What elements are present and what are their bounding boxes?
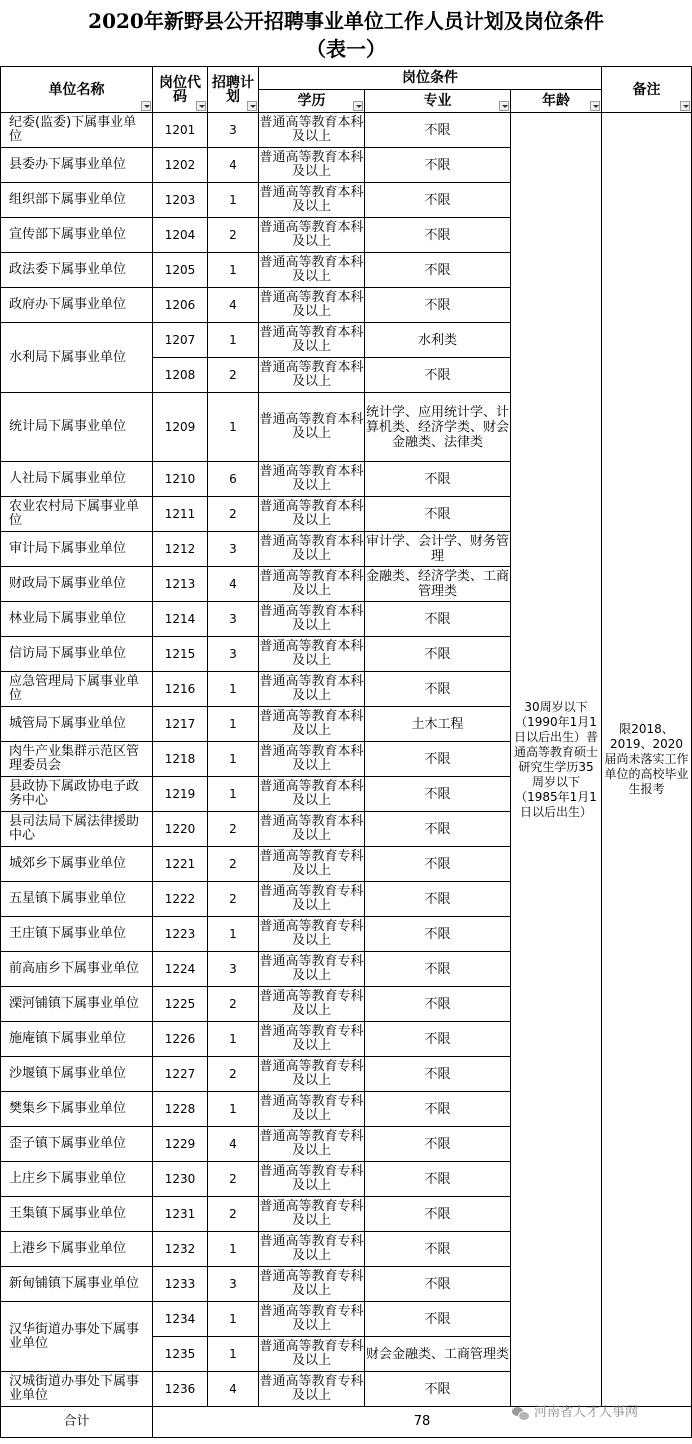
major-cell: 不限: [365, 952, 511, 987]
hiring-count-cell: 3: [208, 1267, 259, 1302]
education-cell: 普通高等教育本科及以上: [259, 672, 365, 707]
post-code-cell: 1207: [153, 323, 208, 358]
education-cell: 普通高等教育本科及以上: [259, 742, 365, 777]
post-code-cell: 1205: [153, 253, 208, 288]
education-cell: 普通高等教育本科及以上: [259, 707, 365, 742]
hiring-count-cell: 3: [208, 952, 259, 987]
header-unit: 单位名称: [1, 67, 153, 113]
header-code: 岗位代码: [153, 67, 208, 113]
post-code-cell: 1230: [153, 1162, 208, 1197]
unit-name-cell: 汉城街道办事处下属事业单位: [1, 1372, 153, 1407]
education-cell: 普通高等教育本科及以上: [259, 637, 365, 672]
title-line-1: 2020年新野县公开招聘事业单位工作人员计划及岗位条件: [88, 9, 604, 33]
unit-name-cell: 宣传部下属事业单位: [1, 218, 153, 253]
major-cell: 不限: [365, 113, 511, 148]
major-cell: 不限: [365, 497, 511, 532]
post-code-cell: 1213: [153, 567, 208, 602]
education-cell: 普通高等教育专科及以上: [259, 917, 365, 952]
major-cell: 不限: [365, 462, 511, 497]
unit-name-cell: 樊集乡下属事业单位: [1, 1092, 153, 1127]
hiring-count-cell: 1: [208, 742, 259, 777]
total-value: 78: [153, 1407, 692, 1438]
hiring-count-cell: 1: [208, 253, 259, 288]
unit-name-cell: 汉华街道办事处下属事业单位: [1, 1302, 153, 1372]
major-cell: 审计学、会计学、财务管理: [365, 532, 511, 567]
unit-name-cell: 城管局下属事业单位: [1, 707, 153, 742]
major-cell: 不限: [365, 777, 511, 812]
post-code-cell: 1221: [153, 847, 208, 882]
age-requirement-cell: 30周岁以下（1990年1月1日以后出生）普通高等教育硕士研究生学历35周岁以下（1985年1月1日以后出生）: [511, 113, 602, 1407]
major-cell: 不限: [365, 1162, 511, 1197]
post-code-cell: 1208: [153, 358, 208, 393]
education-cell: 普通高等教育本科及以上: [259, 532, 365, 567]
unit-name-cell: 组织部下属事业单位: [1, 183, 153, 218]
hiring-count-cell: 1: [208, 777, 259, 812]
unit-name-cell: 歪子镇下属事业单位: [1, 1127, 153, 1162]
education-cell: 普通高等教育本科及以上: [259, 148, 365, 183]
major-cell: 不限: [365, 917, 511, 952]
unit-name-cell: 信访局下属事业单位: [1, 637, 153, 672]
education-cell: 普通高等教育专科及以上: [259, 1232, 365, 1267]
post-code-cell: 1235: [153, 1337, 208, 1372]
major-cell: 不限: [365, 148, 511, 183]
unit-name-cell: 政府办下属事业单位: [1, 288, 153, 323]
post-code-cell: 1204: [153, 218, 208, 253]
major-cell: 不限: [365, 637, 511, 672]
education-cell: 普通高等教育本科及以上: [259, 602, 365, 637]
education-cell: 普通高等教育专科及以上: [259, 987, 365, 1022]
major-cell: 不限: [365, 218, 511, 253]
unit-name-cell: 纪委(监委)下属事业单位: [1, 113, 153, 148]
education-cell: 普通高等教育专科及以上: [259, 952, 365, 987]
hiring-count-cell: 3: [208, 637, 259, 672]
post-code-cell: 1228: [153, 1092, 208, 1127]
hiring-count-cell: 2: [208, 497, 259, 532]
header-note: 备注: [602, 67, 692, 113]
header-conditions: 岗位条件: [259, 67, 602, 90]
hiring-count-cell: 4: [208, 1127, 259, 1162]
major-cell: 金融类、经济学类、工商管理类: [365, 567, 511, 602]
education-cell: 普通高等教育本科及以上: [259, 462, 365, 497]
hiring-count-cell: 4: [208, 148, 259, 183]
education-cell: 普通高等教育本科及以上: [259, 253, 365, 288]
post-code-cell: 1206: [153, 288, 208, 323]
major-cell: 不限: [365, 847, 511, 882]
post-code-cell: 1210: [153, 462, 208, 497]
major-cell: 不限: [365, 1267, 511, 1302]
education-cell: 普通高等教育专科及以上: [259, 1337, 365, 1372]
major-cell: 不限: [365, 1302, 511, 1337]
unit-name-cell: 人社局下属事业单位: [1, 462, 153, 497]
hiring-count-cell: 1: [208, 917, 259, 952]
unit-name-cell: 水利局下属事业单位: [1, 323, 153, 393]
unit-name-cell: 上庄乡下属事业单位: [1, 1162, 153, 1197]
post-code-cell: 1234: [153, 1302, 208, 1337]
total-label: 合计: [1, 1407, 153, 1438]
unit-name-cell: 城郊乡下属事业单位: [1, 847, 153, 882]
hiring-count-cell: 4: [208, 1372, 259, 1407]
major-cell: 不限: [365, 1232, 511, 1267]
major-cell: 不限: [365, 253, 511, 288]
unit-name-cell: 施庵镇下属事业单位: [1, 1022, 153, 1057]
post-code-cell: 1203: [153, 183, 208, 218]
title-line-2: （表一）: [306, 37, 386, 61]
hiring-count-cell: 3: [208, 113, 259, 148]
hiring-count-cell: 1: [208, 1337, 259, 1372]
hiring-count-cell: 1: [208, 672, 259, 707]
education-cell: 普通高等教育本科及以上: [259, 288, 365, 323]
education-cell: 普通高等教育专科及以上: [259, 1162, 365, 1197]
post-code-cell: 1222: [153, 882, 208, 917]
post-code-cell: 1227: [153, 1057, 208, 1092]
major-cell: 不限: [365, 288, 511, 323]
hiring-count-cell: 2: [208, 358, 259, 393]
hiring-count-cell: 1: [208, 707, 259, 742]
unit-name-cell: 王集镇下属事业单位: [1, 1197, 153, 1232]
post-code-cell: 1232: [153, 1232, 208, 1267]
unit-name-cell: 统计局下属事业单位: [1, 393, 153, 462]
post-code-cell: 1216: [153, 672, 208, 707]
major-cell: 不限: [365, 602, 511, 637]
hiring-count-cell: 2: [208, 812, 259, 847]
unit-name-cell: 林业局下属事业单位: [1, 602, 153, 637]
hiring-count-cell: 4: [208, 567, 259, 602]
unit-name-cell: 前高庙乡下属事业单位: [1, 952, 153, 987]
post-code-cell: 1225: [153, 987, 208, 1022]
major-cell: 统计学、应用统计学、计算机类、经济学类、财会金融类、法律类: [365, 393, 511, 462]
education-cell: 普通高等教育本科及以上: [259, 497, 365, 532]
post-code-cell: 1223: [153, 917, 208, 952]
unit-name-cell: 溧河铺镇下属事业单位: [1, 987, 153, 1022]
education-cell: 普通高等教育本科及以上: [259, 393, 365, 462]
education-cell: 普通高等教育专科及以上: [259, 1127, 365, 1162]
hiring-count-cell: 2: [208, 847, 259, 882]
filter-dropdown-icon[interactable]: [499, 101, 509, 111]
hiring-count-cell: 1: [208, 183, 259, 218]
education-cell: 普通高等教育本科及以上: [259, 358, 365, 393]
header-age: 年龄: [511, 90, 602, 113]
post-code-cell: 1211: [153, 497, 208, 532]
education-cell: 普通高等教育专科及以上: [259, 1197, 365, 1232]
hiring-count-cell: 1: [208, 323, 259, 358]
education-cell: 普通高等教育本科及以上: [259, 183, 365, 218]
post-code-cell: 1214: [153, 602, 208, 637]
wechat-icon: [512, 1406, 530, 1420]
education-cell: 普通高等教育本科及以上: [259, 323, 365, 358]
major-cell: 水利类: [365, 323, 511, 358]
post-code-cell: 1209: [153, 393, 208, 462]
major-cell: 不限: [365, 742, 511, 777]
education-cell: 普通高等教育专科及以上: [259, 1057, 365, 1092]
unit-name-cell: 五星镇下属事业单位: [1, 882, 153, 917]
unit-name-cell: 沙堰镇下属事业单位: [1, 1057, 153, 1092]
unit-name-cell: 县委办下属事业单位: [1, 148, 153, 183]
header-plan: 招聘计划: [208, 67, 259, 113]
unit-name-cell: 县司法局下属法律援助中心: [1, 812, 153, 847]
filter-dropdown-icon[interactable]: [680, 101, 690, 111]
post-code-cell: 1202: [153, 148, 208, 183]
unit-name-cell: 上港乡下属事业单位: [1, 1232, 153, 1267]
education-cell: 普通高等教育专科及以上: [259, 1302, 365, 1337]
major-cell: 不限: [365, 987, 511, 1022]
hiring-count-cell: 2: [208, 882, 259, 917]
education-cell: 普通高等教育本科及以上: [259, 567, 365, 602]
post-code-cell: 1215: [153, 637, 208, 672]
major-cell: 财会金融类、工商管理类: [365, 1337, 511, 1372]
education-cell: 普通高等教育专科及以上: [259, 847, 365, 882]
post-code-cell: 1226: [153, 1022, 208, 1057]
education-cell: 普通高等教育本科及以上: [259, 812, 365, 847]
major-cell: 不限: [365, 358, 511, 393]
filter-dropdown-icon[interactable]: [196, 101, 206, 111]
major-cell: 不限: [365, 1197, 511, 1232]
filter-dropdown-icon[interactable]: [141, 101, 151, 111]
major-cell: 不限: [365, 1127, 511, 1162]
hiring-count-cell: 1: [208, 1302, 259, 1337]
post-code-cell: 1233: [153, 1267, 208, 1302]
unit-name-cell: 政法委下属事业单位: [1, 253, 153, 288]
header-education: 学历: [259, 90, 365, 113]
remarks-cell: 限2018、2019、2020届尚未落实工作单位的高校毕业生报考: [602, 113, 692, 1407]
post-code-cell: 1229: [153, 1127, 208, 1162]
filter-dropdown-icon[interactable]: [247, 101, 257, 111]
education-cell: 普通高等教育专科及以上: [259, 1372, 365, 1407]
post-code-cell: 1217: [153, 707, 208, 742]
hiring-count-cell: 4: [208, 288, 259, 323]
unit-name-cell: 审计局下属事业单位: [1, 532, 153, 567]
unit-name-cell: 新甸铺镇下属事业单位: [1, 1267, 153, 1302]
post-code-cell: 1218: [153, 742, 208, 777]
hiring-count-cell: 2: [208, 1197, 259, 1232]
hiring-count-cell: 2: [208, 1162, 259, 1197]
major-cell: 不限: [365, 812, 511, 847]
unit-name-cell: 王庄镇下属事业单位: [1, 917, 153, 952]
hiring-count-cell: 2: [208, 1057, 259, 1092]
header-row-1: [1, 67, 692, 90]
filter-dropdown-icon[interactable]: [353, 101, 363, 111]
education-cell: 普通高等教育专科及以上: [259, 1267, 365, 1302]
hiring-count-cell: 6: [208, 462, 259, 497]
post-code-cell: 1231: [153, 1197, 208, 1232]
unit-name-cell: 农业农村局下属事业单位: [1, 497, 153, 532]
post-code-cell: 1212: [153, 532, 208, 567]
education-cell: 普通高等教育专科及以上: [259, 1092, 365, 1127]
hiring-count-cell: 2: [208, 218, 259, 253]
post-code-cell: 1236: [153, 1372, 208, 1407]
major-cell: 不限: [365, 1372, 511, 1407]
hiring-count-cell: 1: [208, 1022, 259, 1057]
hiring-count-cell: 2: [208, 987, 259, 1022]
education-cell: 普通高等教育本科及以上: [259, 113, 365, 148]
hiring-count-cell: 1: [208, 393, 259, 462]
post-code-cell: 1201: [153, 113, 208, 148]
major-cell: 不限: [365, 183, 511, 218]
education-cell: 普通高等教育本科及以上: [259, 218, 365, 253]
unit-name-cell: 应急管理局下属事业单位: [1, 672, 153, 707]
post-code-cell: 1219: [153, 777, 208, 812]
header-major: 专业: [365, 90, 511, 113]
major-cell: 不限: [365, 1092, 511, 1127]
watermark-text: 河南省人才人事网: [534, 1405, 639, 1420]
major-cell: 不限: [365, 1022, 511, 1057]
major-cell: 不限: [365, 882, 511, 917]
hiring-count-cell: 1: [208, 1092, 259, 1127]
filter-dropdown-icon[interactable]: [590, 101, 600, 111]
major-cell: 不限: [365, 1057, 511, 1092]
major-cell: 不限: [365, 672, 511, 707]
unit-name-cell: 财政局下属事业单位: [1, 567, 153, 602]
education-cell: 普通高等教育专科及以上: [259, 882, 365, 917]
hiring-count-cell: 1: [208, 1232, 259, 1267]
education-cell: 普通高等教育本科及以上: [259, 777, 365, 812]
hiring-count-cell: 3: [208, 532, 259, 567]
unit-name-cell: 肉牛产业集群示范区管理委员会: [1, 742, 153, 777]
recruitment-table: [0, 66, 692, 1438]
post-code-cell: 1220: [153, 812, 208, 847]
education-cell: 普通高等教育专科及以上: [259, 1022, 365, 1057]
hiring-count-cell: 3: [208, 602, 259, 637]
post-code-cell: 1224: [153, 952, 208, 987]
watermark: [512, 1403, 638, 1423]
table-row: [1, 113, 692, 148]
major-cell: 土木工程: [365, 707, 511, 742]
unit-name-cell: 县政协下属政协电子政务中心: [1, 777, 153, 812]
